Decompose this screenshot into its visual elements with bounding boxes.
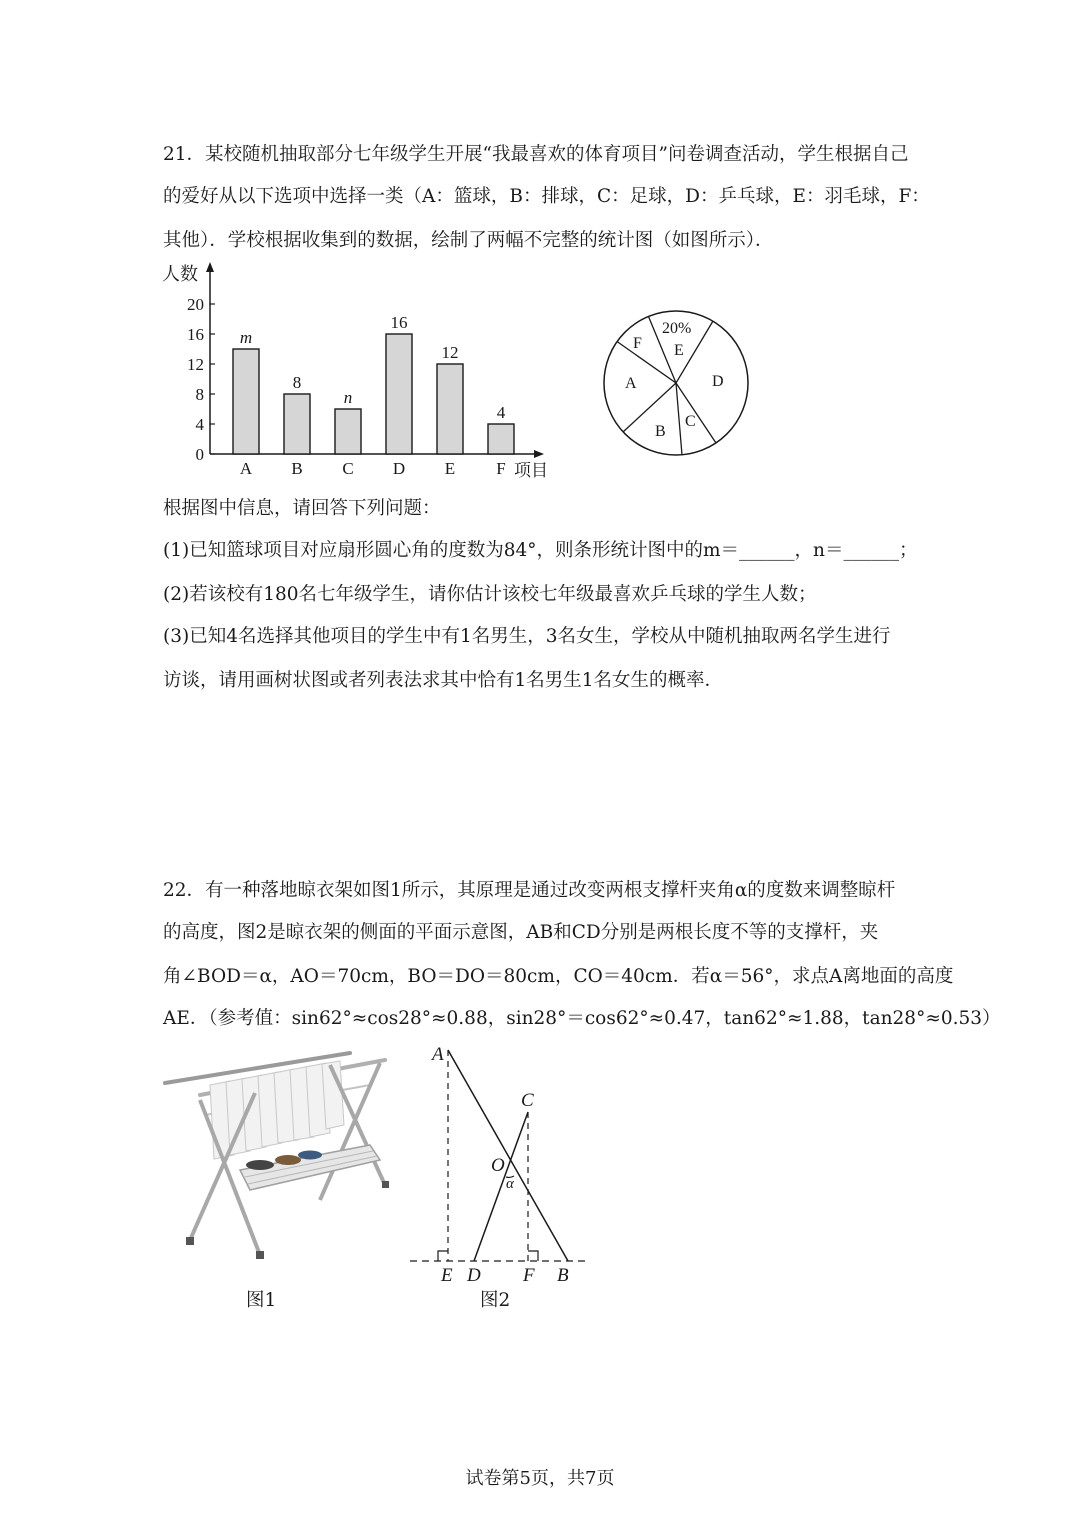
label-D: D xyxy=(467,1265,481,1286)
page-footer: 试卷第5页，共7页 xyxy=(465,1468,615,1489)
label-A: A xyxy=(432,1044,444,1065)
q21-line-3: 其他）．学校根据收集到的数据，绘制了两幅不完整的统计图（如图所示）． xyxy=(163,230,774,251)
q22-line-2: 的高度，图2是晾衣架的侧面的平面示意图，AB和CD分别是两根长度不等的支撑杆，夹 xyxy=(163,922,879,943)
x-tick-label-F: F xyxy=(496,459,506,478)
y-axis-arrow xyxy=(206,262,214,272)
label-B: B xyxy=(557,1265,569,1286)
figure-2-diagram xyxy=(400,1040,600,1290)
q21-prompt: 根据图中信息，请回答下列问题： xyxy=(163,498,441,519)
pie-label-D: D xyxy=(712,373,724,390)
label-O: O xyxy=(491,1155,505,1176)
q21-sub3a: (3)已知4名选择其他项目的学生中有1名男生，3名女生，学校从中随机抽取两名学生进行 xyxy=(163,626,891,647)
right-angle-E xyxy=(438,1251,448,1261)
x-tick-label-C: C xyxy=(342,459,354,478)
bar-data-label-E: 12 xyxy=(441,343,459,362)
label-C: C xyxy=(521,1090,534,1111)
x-tick-label-D: D xyxy=(392,459,406,478)
bar-data-label-D: 16 xyxy=(390,313,408,332)
pie-label-A: A xyxy=(625,375,637,392)
rod-AB xyxy=(448,1050,568,1261)
bar-D xyxy=(386,334,412,454)
bar-B xyxy=(284,394,310,454)
rod-CD xyxy=(474,1112,528,1261)
q22-line-1: 22．有一种落地晾衣架如图1所示，其原理是通过改变两根支撑杆夹角α的度数来调整晾杆 xyxy=(163,880,896,901)
bar-A xyxy=(233,349,259,454)
y-tick-label: 16 xyxy=(187,325,204,344)
q21-sub3b: 访谈，请用画树状图或者列表法求其中恰有1名男生1名女生的概率． xyxy=(163,670,724,691)
pie-label-E: E xyxy=(674,342,684,359)
q21-sub1: (1)已知篮球项目对应扇形圆心角的度数为84°，则条形统计图中的m＝______，n＝______； xyxy=(163,540,918,561)
pie-label-F: F xyxy=(633,335,642,352)
bar-data-label-C: n xyxy=(343,388,353,407)
bar-E xyxy=(437,364,463,454)
x-tick-label-A: A xyxy=(239,459,253,478)
bar-data-label-B: 8 xyxy=(292,373,302,392)
clothes-rack-illustration xyxy=(160,1045,400,1275)
q22-line-4: AE．（参考值：sin62°≈cos28°≈0.88，sin28°＝cos62°≈0.47，tan62°≈1.88，tan28°≈0.53） xyxy=(163,1008,1001,1029)
y-tick-label: 4 xyxy=(195,415,204,434)
y-tick-label: 8 xyxy=(195,385,204,404)
y-tick-label: 0 xyxy=(195,445,204,464)
q22-line-3: 角∠BOD＝α，AO＝70cm，BO＝DO＝80cm，CO＝40cm．若α＝56°，求点A离地面的高度 xyxy=(163,966,954,987)
label-F: F xyxy=(523,1265,535,1286)
bar-data-label-A: m xyxy=(239,328,253,347)
q21-line-1: 21．某校随机抽取部分七年级学生开展“我最喜欢的体育项目”问卷调查活动，学生根据自己 xyxy=(163,144,909,165)
pie-label-B: B xyxy=(655,423,666,440)
x-tick-label-E: E xyxy=(444,459,456,478)
bar-C xyxy=(335,409,361,454)
x-axis-label: 项目 xyxy=(514,461,548,480)
label-alpha: α xyxy=(506,1176,514,1192)
x-axis-arrow xyxy=(534,450,544,458)
figure-1-caption: 图1 xyxy=(246,1290,277,1311)
y-tick-label: 20 xyxy=(187,295,204,314)
pie-label-C: C xyxy=(685,413,696,430)
q21-line-2: 的爱好从以下选项中选择一类（A：篮球，B：排球，C：足球，D：乒乓球，E：羽毛球，F： xyxy=(163,186,930,207)
bar-data-label-F: 4 xyxy=(496,403,506,422)
bar-chart xyxy=(160,258,570,488)
right-angle-F xyxy=(528,1251,538,1261)
figure-2-caption: 图2 xyxy=(480,1290,511,1311)
x-tick-label-B: B xyxy=(291,459,303,478)
pie-annotation: 20% xyxy=(662,320,692,337)
y-axis-label: 人数 xyxy=(162,264,198,284)
pie-chart xyxy=(596,306,756,466)
y-tick-label: 12 xyxy=(187,355,204,374)
bar-F xyxy=(488,424,514,454)
label-E: E xyxy=(441,1265,453,1286)
q21-sub2: (2)若该校有180名七年级学生，请你估计该校七年级最喜欢乒乓球的学生人数； xyxy=(163,584,817,605)
